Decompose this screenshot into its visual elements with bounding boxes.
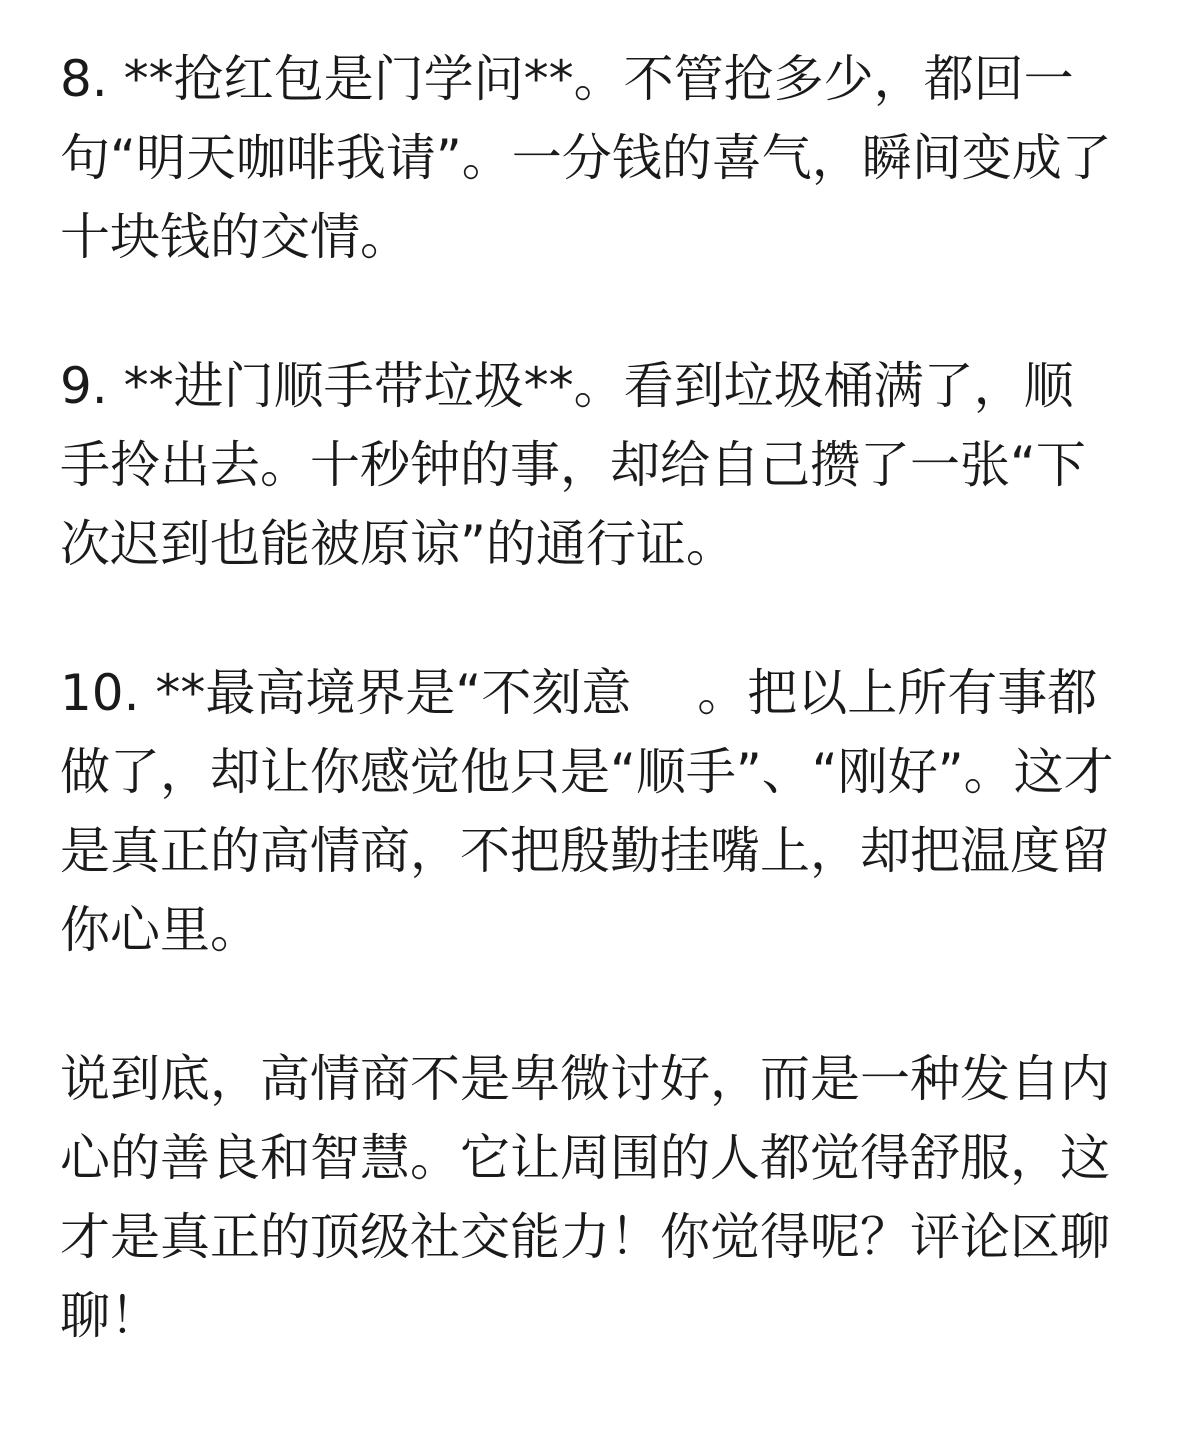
paragraph-spacer (60, 584, 1120, 654)
tip-8-paragraph: 8. **抢红包是门学问**。不管抢多少，都回一句“明天咖啡我请”。一分钱的喜气，瞬间变成了十块钱的交情。 (60, 50, 1112, 266)
paragraph-spacer (60, 970, 1120, 1040)
tip-9-paragraph: 9. **进门顺手带垃圾**。看到垃圾桶满了，顺手拎出去。十秒钟的事，却给自己攒了一张“下次迟到也能被原谅”的通行证。 (60, 357, 1086, 573)
conclusion-paragraph: 说到底，高情商不是卑微讨好，而是一种发自内心的善良和智慧。它让周围的人都觉得舒服，这才是真正的顶级社交能力！你觉得呢？评论区聊聊！ (60, 1050, 1110, 1345)
article-body (60, 40, 1120, 1356)
paragraph-spacer (60, 277, 1120, 347)
tip-10-paragraph: 10. **最高境界是“不刻意 。把以上所有事都做了，却让你感觉他只是“顺手”、“刚好”。这才是真正的高情商，不把殷勤挂嘴上，却把温度留你心里。 (60, 664, 1114, 959)
